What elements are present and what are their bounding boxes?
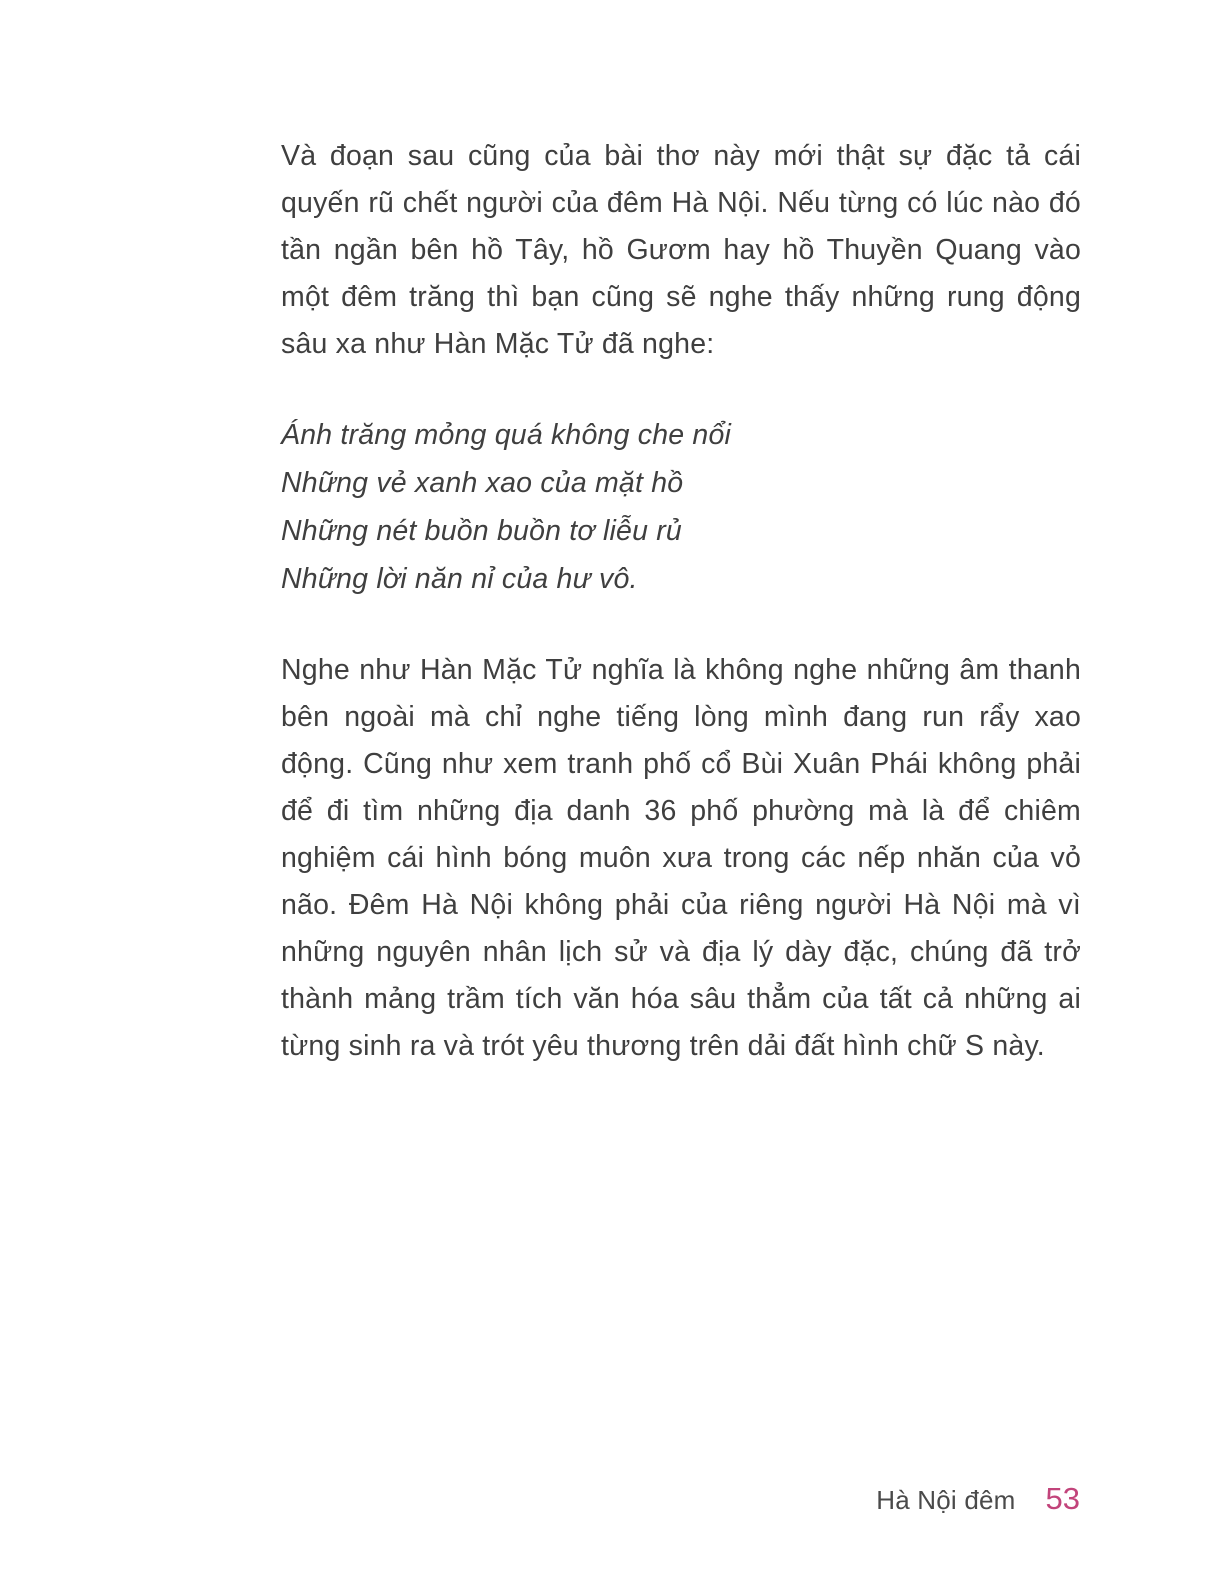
poem-block (281, 411, 1081, 603)
paragraph-intro: Và đoạn sau cũng của bài thơ này mới thật sự đặc tả cái quyến rũ chết người của đêm Hà Nội. Nếu từng có lúc nào đó tần ngần bên hồ Tây, hồ Gươm hay hồ Thuyền Quang vào một đêm trăng thì bạn cũng sẽ nghe thấy những rung động sâu xa như Hàn Mặc Tử đã nghe: (281, 140, 1081, 360)
page-content (281, 133, 1081, 1070)
running-title: Hà Nội đêm (876, 1485, 1016, 1515)
poem-line-1: Ánh trăng mỏng quá không che nổi (281, 419, 732, 451)
poem-line-4: Những lời năn nỉ của hư vô. (281, 563, 638, 595)
poem-line-2: Những vẻ xanh xao của mặt hồ (281, 467, 684, 499)
paragraph-commentary: Nghe như Hàn Mặc Tử nghĩa là không nghe những âm thanh bên ngoài mà chỉ nghe tiếng lòng mình đang run rẩy xao động. Cũng như xem tranh phố cổ Bùi Xuân Phái không phải để đi tìm những địa danh 36 phố phường mà là để chiêm nghiệm cái hình bóng muôn xưa trong các nếp nhăn của vỏ não. Đêm Hà Nội không phải của riêng người Hà Nội mà vì những nguyên nhân lịch sử và địa lý dày đặc, chúng đã trở thành mảng trầm tích văn hóa sâu thẳm của tất cả những ai từng sinh ra và trót yêu thương trên dải đất hình chữ S này. (281, 654, 1081, 1062)
poem-line-3: Những nét buồn buồn tơ liễu rủ (281, 515, 682, 547)
page-footer (876, 1481, 1080, 1517)
page-number: 53 (1045, 1481, 1080, 1516)
